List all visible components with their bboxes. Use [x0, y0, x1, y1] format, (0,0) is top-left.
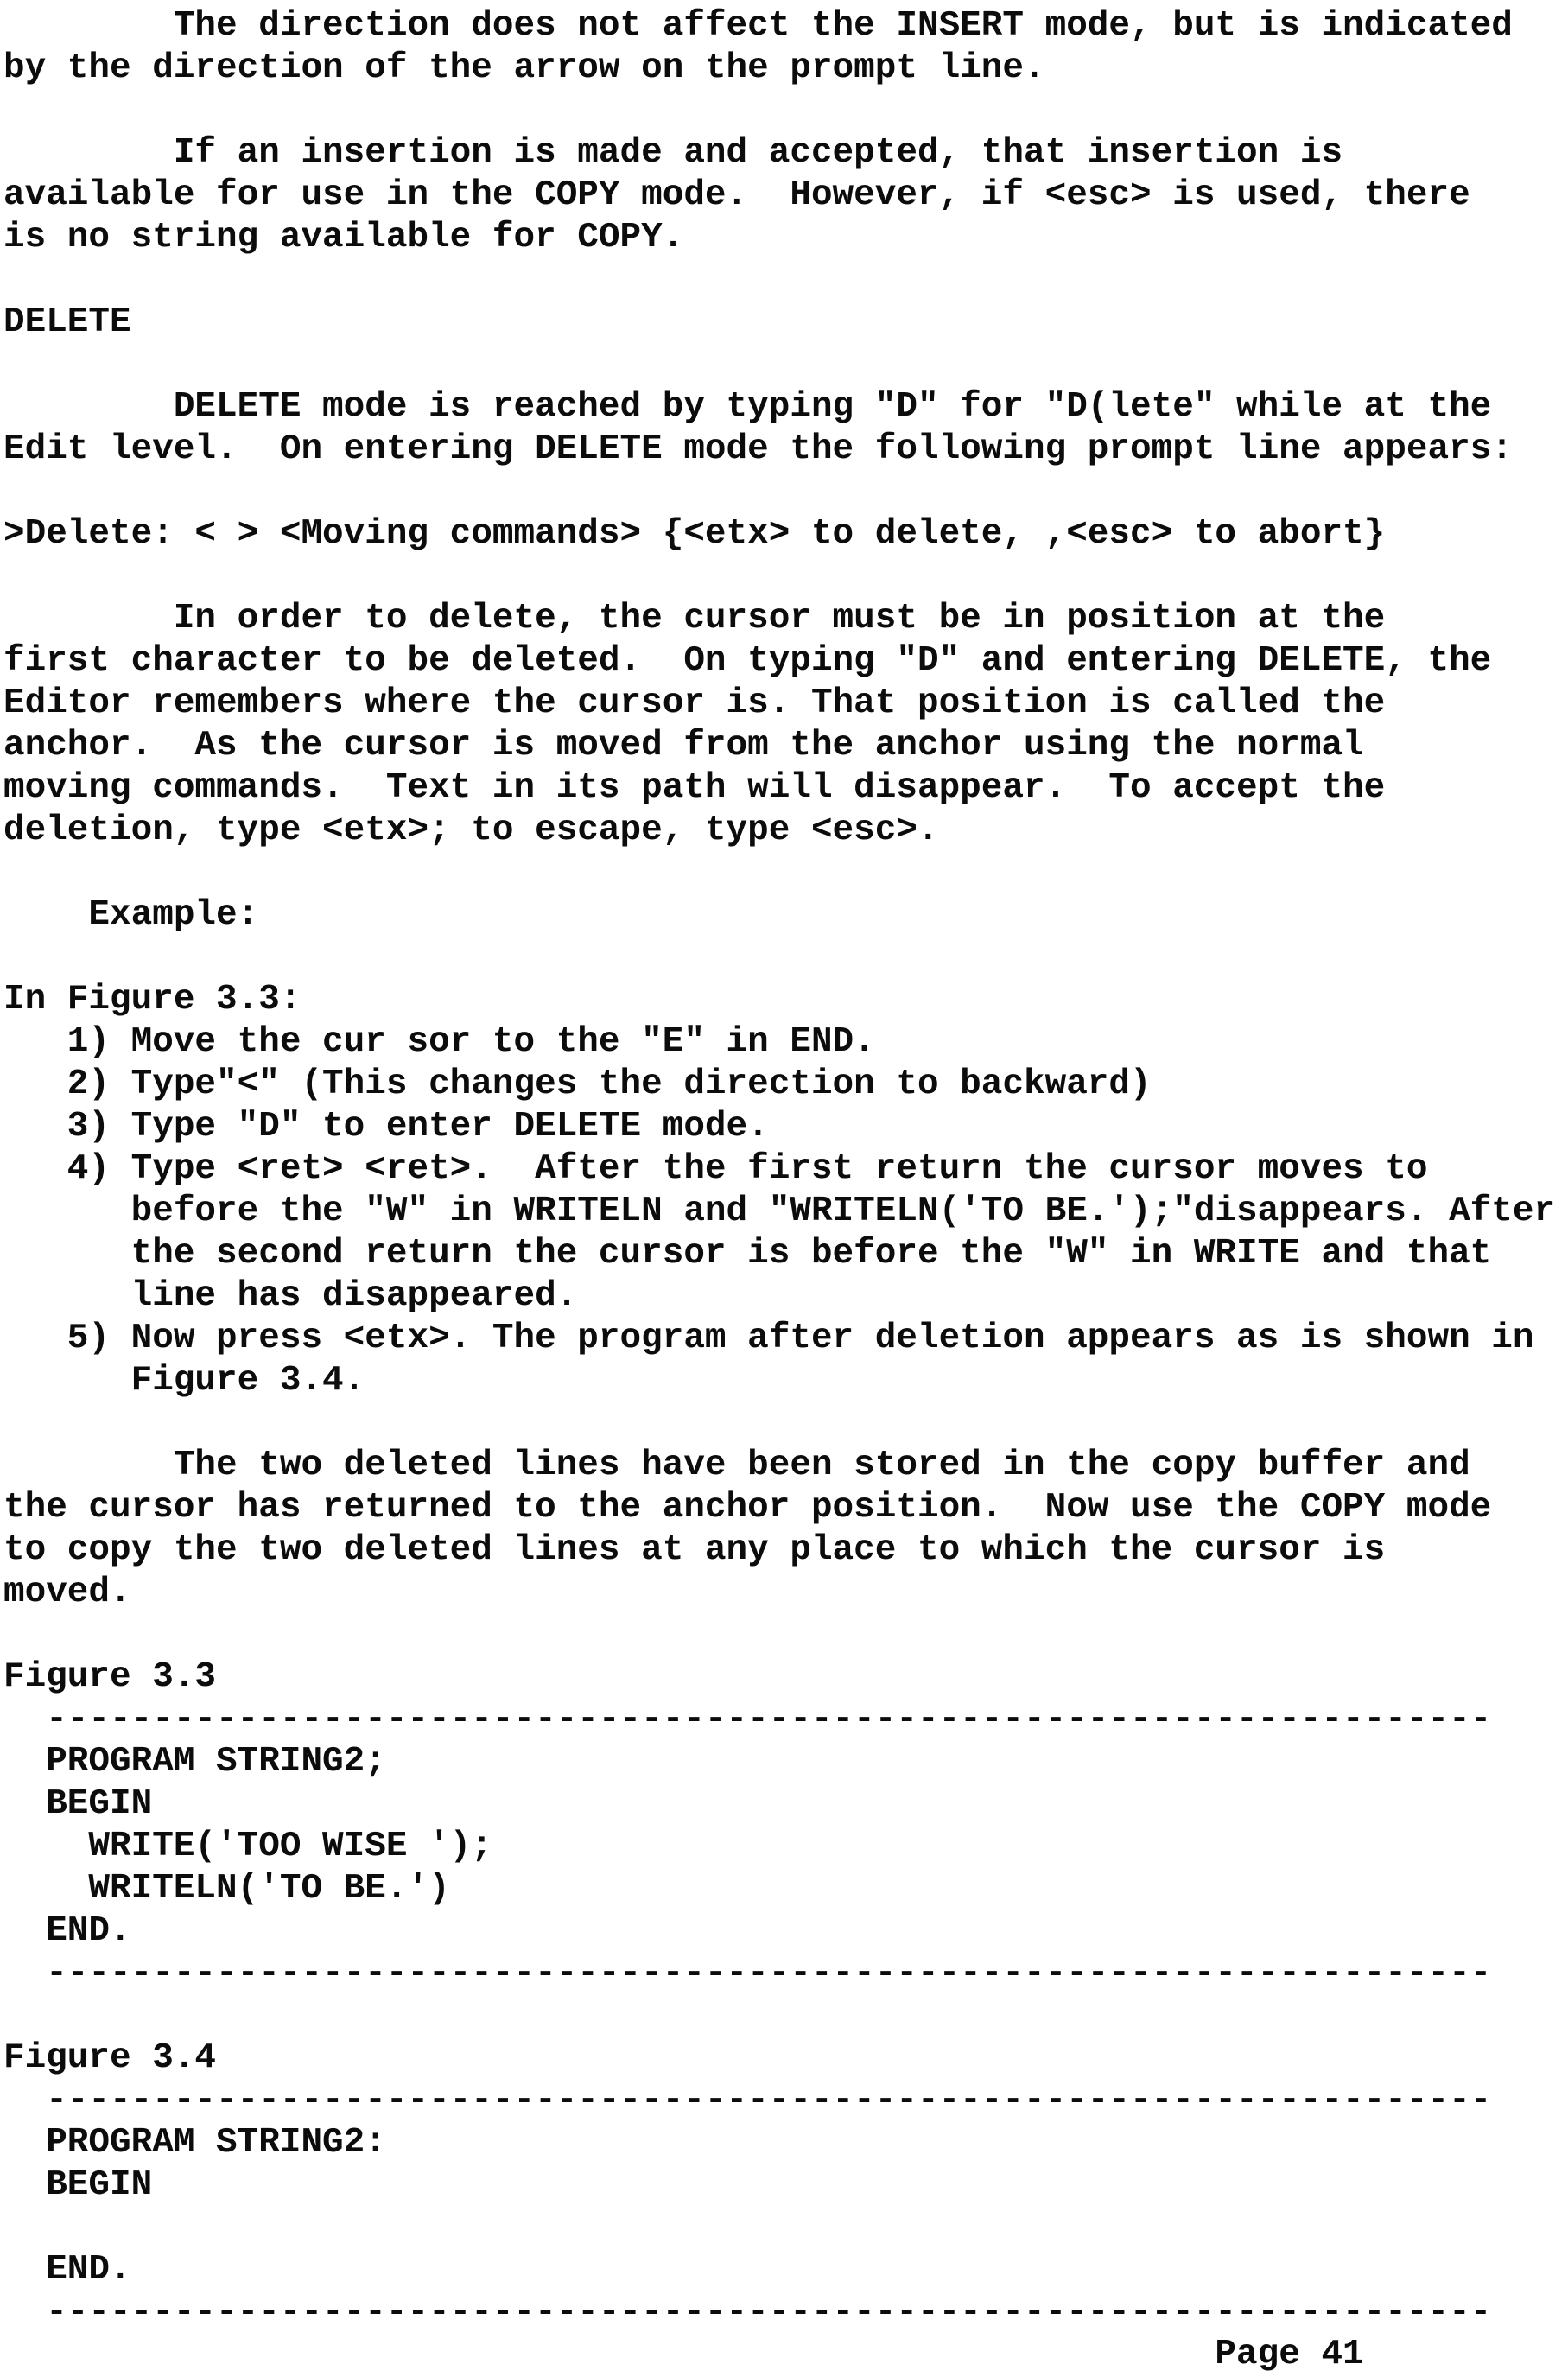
figure-3-4	[3, 2037, 1568, 2334]
blank-line	[3, 1995, 1568, 2037]
delete-prompt-line	[3, 513, 1568, 598]
text-line: 2) Type"<" (This changes the direction to backward)	[3, 1065, 1152, 1104]
heading-delete	[3, 302, 1568, 386]
text-line: line has disappeared.	[3, 1276, 578, 1316]
text-line: 1) Move the cur sor to the "E" in END.	[3, 1022, 875, 1062]
text-line: The direction does not affect the INSERT mode, but is indicated	[3, 6, 1513, 46]
text-line: 5) Now press <etx>. The program after deletion appears as is shown in	[3, 1319, 1534, 1358]
text-line: Edit level. On entering DELETE mode the following prompt line appears:	[3, 429, 1513, 469]
text-line: 4) Type <ret> <ret>. After the first return the cursor moves to	[3, 1149, 1428, 1189]
text-line: END.	[3, 2250, 131, 2290]
example-steps	[3, 979, 1568, 1445]
text-line: --------------------------------------------------------------------	[3, 1700, 1492, 1739]
text-line: Page 41	[3, 2335, 1364, 2374]
text-line: the second return the cursor is before the "W" in WRITE and that	[3, 1234, 1492, 1274]
document-body	[3, 5, 1568, 2376]
text-line: END.	[3, 1911, 131, 1951]
example-label	[3, 894, 1568, 979]
blank-line	[3, 1614, 1568, 1656]
page-footer	[3, 2334, 1568, 2376]
text-line: 3) Type "D" to enter DELETE mode.	[3, 1107, 769, 1147]
text-line: PROGRAM STRING2;	[3, 1742, 386, 1782]
text-line: DELETE mode is reached by typing "D" for "D(lete" while at the	[3, 387, 1492, 427]
text-line: Editor remembers where the cursor is. That position is called the	[3, 683, 1386, 723]
paragraph-insert-direction	[3, 5, 1568, 132]
text-line: moving commands. Text in its path will disappear. To accept the	[3, 768, 1386, 808]
text-line: WRITE('TOO WISE ');	[3, 1827, 492, 1866]
text-line: --------------------------------------------------------------------	[3, 2081, 1492, 2120]
paragraph-insertion-copy	[3, 132, 1568, 302]
text-line: BEGIN	[3, 2165, 153, 2205]
text-line: by the direction of the arrow on the prompt line.	[3, 48, 1045, 88]
text-line: PROGRAM STRING2:	[3, 2123, 386, 2163]
text-line: >Delete: < > <Moving commands> {<etx> to delete, ,<esc> to abort}	[3, 514, 1386, 554]
text-line: moved.	[3, 1573, 131, 1612]
text-line: Figure 3.4.	[3, 1361, 365, 1401]
figure-3-3	[3, 1656, 1568, 2037]
text-line: --------------------------------------------------------------------	[3, 2292, 1492, 2332]
text-line: is no string available for COPY.	[3, 218, 684, 257]
text-line: the cursor has returned to the anchor position. Now use the COPY mode	[3, 1488, 1492, 1528]
text-line: Example:	[3, 895, 259, 935]
blank-line	[3, 471, 1568, 513]
text-line: anchor. As the cursor is moved from the anchor using the normal	[3, 726, 1364, 766]
blank-line	[3, 90, 1568, 132]
text-line: before the "W" in WRITELN and "WRITELN('TO BE.');"disappears. After	[3, 1192, 1556, 1231]
paragraph-delete-mode	[3, 386, 1568, 513]
text-line: BEGIN	[3, 1784, 153, 1824]
blank-line	[3, 937, 1568, 979]
text-line: In order to delete, the cursor must be in position at the	[3, 599, 1386, 639]
text-line: Figure 3.3	[3, 1657, 217, 1697]
blank-line	[3, 2207, 1568, 2249]
blank-line	[3, 1402, 1568, 1445]
text-line: deletion, type <etx>; to escape, type <esc>.	[3, 810, 939, 850]
blank-line	[3, 344, 1568, 386]
blank-line	[3, 556, 1568, 598]
text-line: The two deleted lines have been stored in the copy buffer and	[3, 1446, 1470, 1485]
text-line: to copy the two deleted lines at any place to which the cursor is	[3, 1530, 1386, 1570]
text-line: --------------------------------------------------------------------	[3, 1954, 1492, 1993]
text-line: In Figure 3.3:	[3, 980, 302, 1020]
blank-line	[3, 852, 1568, 894]
text-line: first character to be deleted. On typing "D" and entering DELETE, the	[3, 641, 1492, 681]
text-line: DELETE	[3, 302, 131, 342]
paragraph-anchor	[3, 598, 1568, 894]
text-line: available for use in the COPY mode. However, if <esc> is used, there	[3, 175, 1470, 215]
text-line: Figure 3.4	[3, 2038, 217, 2078]
text-line: WRITELN('TO BE.')	[3, 1869, 450, 1909]
text-line: If an insertion is made and accepted, that insertion is	[3, 133, 1343, 173]
blank-line	[3, 259, 1568, 302]
paragraph-copy-buffer	[3, 1445, 1568, 1656]
